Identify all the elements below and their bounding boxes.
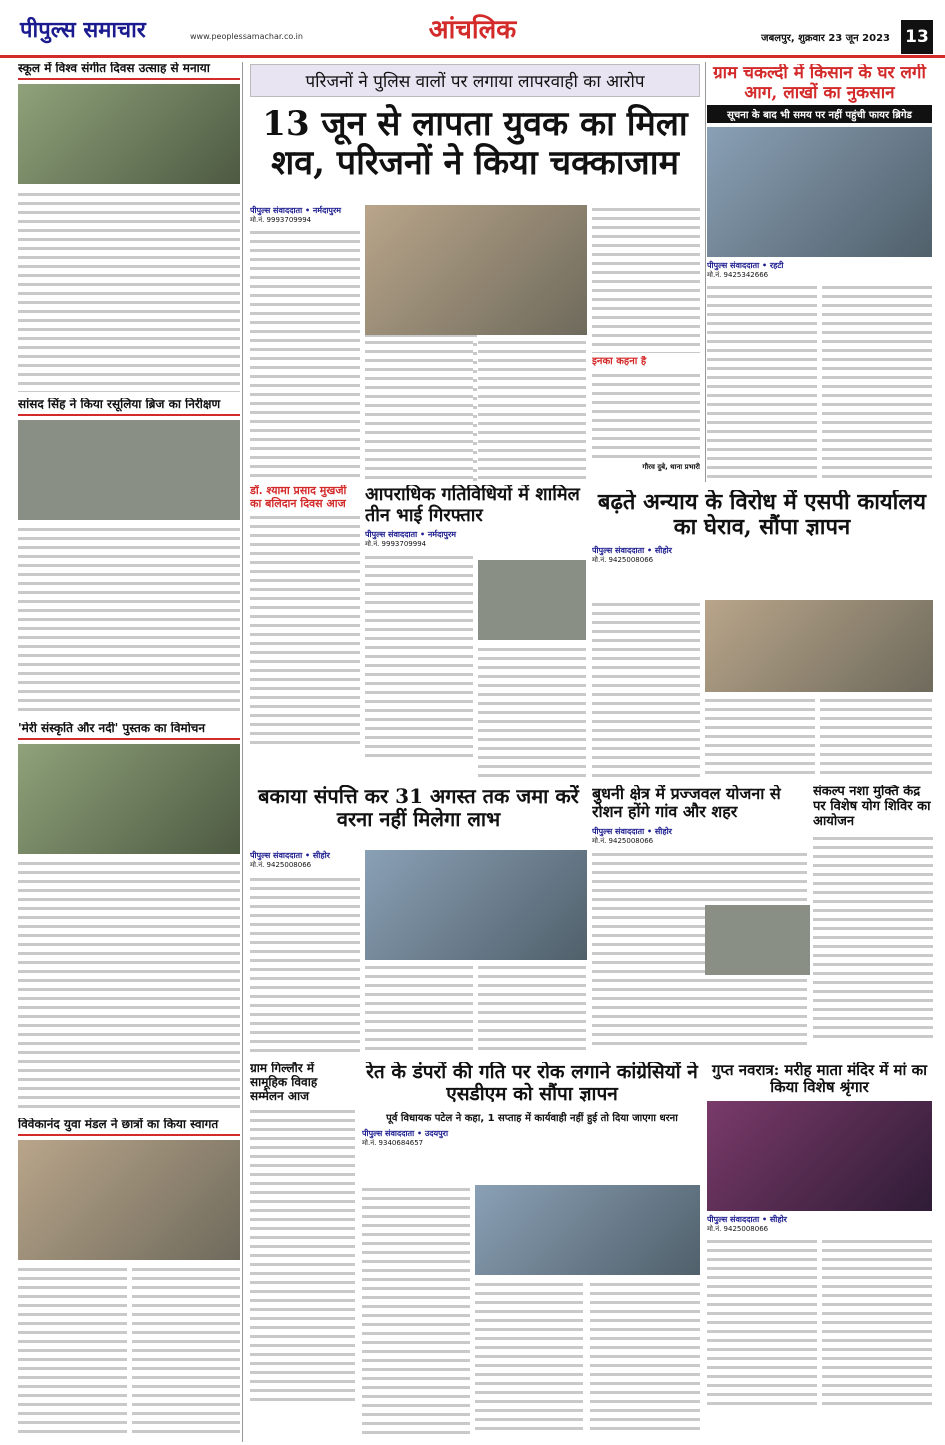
article-body	[813, 834, 933, 1039]
byline: पीपुल्स संवाददाता • नर्मदापुरम	[365, 530, 457, 540]
article-mukherjee	[250, 485, 360, 775]
photo-students	[18, 1140, 240, 1260]
photo-temple-decor	[707, 1101, 932, 1211]
quote-body	[592, 371, 700, 463]
byline: पीपुल्स संवाददाता • सीहोर	[592, 545, 672, 555]
lead-body-col-3	[365, 338, 473, 483]
photo-accused	[478, 560, 586, 640]
byline: पीपुल्स संवाददाता • सीहोर	[250, 851, 330, 860]
article-body	[820, 696, 932, 778]
article-body	[18, 190, 240, 392]
byline: पीपुल्स संवाददाता • नर्मदापुरम	[250, 206, 342, 215]
article-body	[590, 1280, 700, 1435]
photo-bridge	[18, 420, 240, 520]
dateline: जबलपुर, शुक्रवार 23 जून 2023	[761, 33, 890, 44]
photo-protest-crowd	[705, 600, 933, 692]
lead-byline-block	[250, 205, 360, 225]
article-body	[365, 963, 473, 1055]
headline: विवेकानंद युवा मंडल ने छात्रों का किया स्वागत	[18, 1118, 240, 1136]
article-body	[822, 283, 932, 483]
article-body	[475, 1280, 583, 1435]
article-body	[18, 1265, 127, 1435]
article-body	[592, 600, 700, 778]
brand-logo: पीपुल्स समाचार	[20, 17, 146, 43]
article-body	[822, 1237, 932, 1407]
article-house-fire	[707, 64, 932, 484]
brand-url[interactable]: www.peoplessamachar.co.in	[190, 32, 303, 41]
photo-burnt-house	[707, 127, 932, 257]
headline: रेत के डंपरों की गति पर रोक लगाने कांग्रेसियों ने एसडीएम को सौंपा ज्ञापन	[366, 1062, 698, 1105]
lead-body-col-5	[592, 205, 700, 353]
page-number: 13	[901, 20, 933, 54]
headline: गुप्त नवरात्र: मरीह माता मंदिर में मां का किया विशेष श्रृंगार	[711, 1062, 928, 1097]
headline: सांसद सिंह ने किया रसूलिया ब्रिज का निरीक्षण	[18, 398, 240, 416]
byline: पीपुल्स संवाददाता • सीहोर	[707, 1214, 787, 1224]
photo-road-blockade	[365, 205, 587, 335]
mobile: मो.नं. 9993709994	[365, 540, 427, 549]
article-vivekanand	[18, 1118, 240, 1438]
article-body	[18, 859, 240, 1109]
article-body	[365, 553, 473, 763]
photo-memorandum	[475, 1185, 700, 1275]
subheadline: पूर्व विधायक पटेल ने कहा, 1 सप्ताह में कार्यवाही नहीं हुई तो दिया जाएगा धरना	[386, 1112, 678, 1124]
headline: 'मेरी संस्कृति और नदी' पुस्तक का विमोचन	[18, 722, 240, 740]
byline: पीपुल्स संवाददाता • रहटी	[707, 261, 784, 271]
article-body	[250, 513, 360, 748]
article-body	[707, 283, 817, 483]
headline: बढ़ते अन्याय के विरोध में एसपी कार्यालय का घेराव, सौंपा ज्ञापन	[597, 490, 927, 541]
column-divider	[705, 62, 706, 482]
article-mass-wedding	[250, 1062, 355, 1438]
headline: संकल्प नशा मुक्ति केंद्र पर विशेष योग शिविर का आयोजन	[813, 785, 931, 829]
article-navratri	[707, 1062, 932, 1438]
article-property-tax	[250, 785, 587, 840]
section-title: आंचलिक	[428, 15, 517, 45]
headline: आपराधिक गतिविधियों में शामिल तीन भाई गिरफ्तार	[365, 485, 580, 526]
article-body	[250, 1107, 355, 1407]
quote-signoff: गौरव दुबे, थाना प्रभारी	[642, 462, 700, 471]
article-music-day	[18, 62, 240, 392]
article-yoga-camp	[813, 785, 933, 1060]
headline: ग्राम चकल्दी में किसान के घर लगी आग, लाखों का नुकसान	[713, 64, 926, 103]
byline-block	[250, 850, 370, 870]
article-sand-dumpers	[362, 1062, 702, 1182]
headline: ग्राम गिल्लौर में सामूहिक विवाह सम्मेलन आज	[250, 1062, 318, 1103]
headline: बकाया संपत्ति कर 31 अगस्त तक जमा करें वरना नहीं मिलेगा लाभ	[258, 785, 579, 831]
article-body	[705, 696, 815, 778]
article-book-launch	[18, 722, 240, 1112]
lead-body-col-1	[250, 228, 360, 483]
mobile: मो.नं. 9425008066	[250, 861, 312, 869]
headline: डॉ. श्यामा प्रसाद मुखर्जी का बलिदान दिवस आज	[250, 485, 347, 510]
column-divider	[242, 62, 243, 1442]
headline: स्कूल में विश्व संगीत दिवस उत्साह से मनाया	[18, 62, 240, 80]
quote-box	[592, 356, 700, 482]
photo-yoga-camp	[705, 905, 810, 975]
mobile: मो.नं. 9993709994	[250, 216, 312, 224]
article-body	[362, 1185, 470, 1435]
article-body	[478, 645, 586, 780]
photo-meeting	[365, 850, 587, 960]
byline: पीपुल्स संवाददाता • उदयपुरा	[362, 1128, 449, 1138]
quote-heading: इनका कहना है	[592, 356, 647, 367]
byline: पीपुल्स संवाददाता • सीहोर	[592, 826, 672, 836]
mobile: मो.नं. 9425008066	[707, 1224, 769, 1233]
lead-kicker: परिजनों ने पुलिस वालों पर लगाया लापरवाही का आरोप	[250, 64, 700, 97]
article-body	[707, 1237, 817, 1407]
subheadline: सूचना के बाद भी समय पर नहीं पहुंची फायर ब्रिगेड	[707, 105, 932, 123]
mobile: मो.नं. 9340684657	[362, 1138, 424, 1147]
article-body	[132, 1265, 241, 1435]
lead-headline: 13 जून से लापता युवक का मिला शव, परिजनों ने किया चक्काजाम	[262, 104, 688, 184]
lead-body-col-4	[478, 338, 586, 483]
headline: बुधनी क्षेत्र में प्रज्जवल योजना से रोशन होंगे गांव और शहर	[592, 785, 781, 822]
lead-headline-block	[250, 64, 700, 204]
mobile: मो.नं. 9425008066	[592, 555, 654, 564]
masthead	[0, 0, 945, 58]
photo-book-launch	[18, 744, 240, 854]
article-body	[478, 963, 586, 1055]
article-body	[250, 875, 360, 1055]
mobile: मो.नं. 9425342666	[707, 271, 769, 280]
mobile: मो.नं. 9425008066	[592, 836, 654, 845]
article-body	[18, 525, 240, 715]
article-bridge-inspection	[18, 398, 240, 716]
photo-yoga-students	[18, 84, 240, 184]
